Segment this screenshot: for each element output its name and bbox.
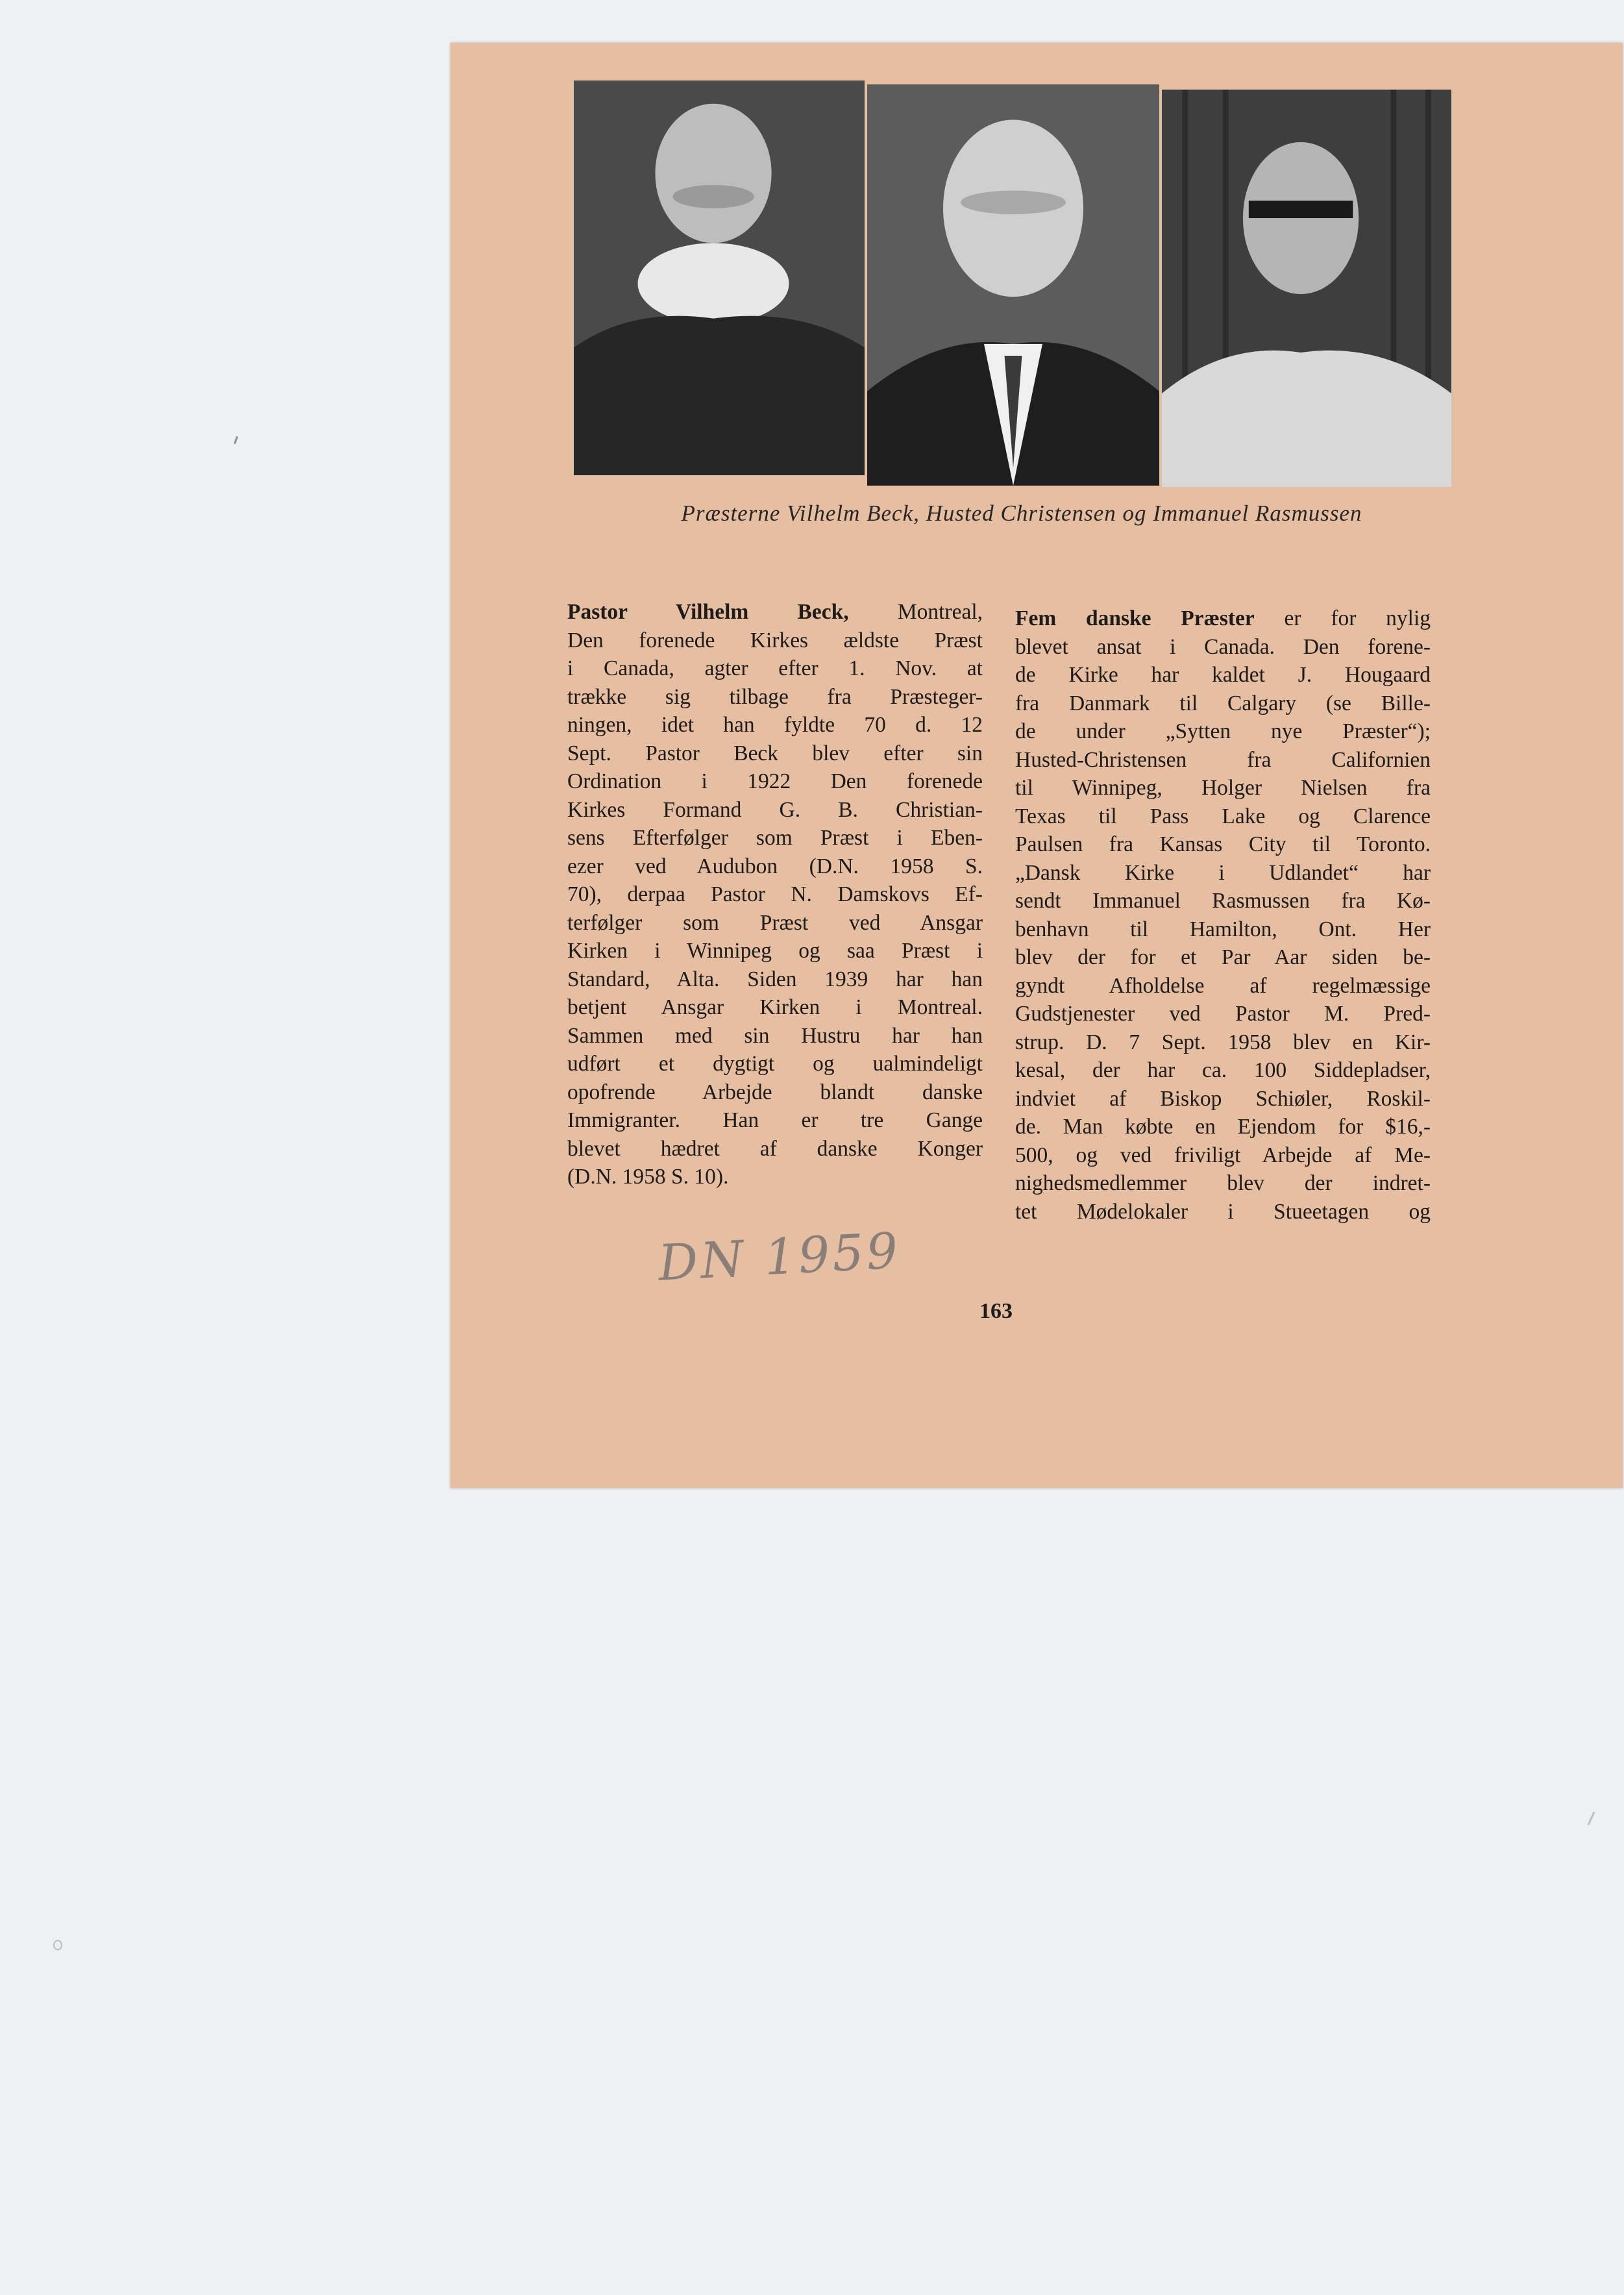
text-line: Sammen med sin Hustru har han (567, 1023, 983, 1048)
text-line: (D.N. 1958 S. 10). (567, 1165, 729, 1189)
portrait-image (867, 84, 1159, 486)
text-line: til Winnipeg, Holger Nielsen fra (1015, 776, 1431, 800)
text-line: de. Man købte en Ejendom for $16,- (1015, 1115, 1431, 1139)
article-column-left (567, 598, 983, 1191)
portrait-photo-rasmussen (1162, 90, 1451, 487)
text-line: de Kirke har kaldet J. Hougaard (1015, 663, 1431, 687)
text-line: Kirken i Winnipeg og saa Præst i (567, 939, 983, 963)
text-line: Texas til Pass Lake og Clarence (1015, 804, 1431, 828)
scan-speck (53, 1940, 62, 1950)
article-lead: Fem danske Præster (1015, 606, 1255, 630)
text-line: Den forenede Kirkes ældste Præst (567, 628, 983, 652)
text-line: Gudstjenester ved Pastor M. Pred- (1015, 1002, 1431, 1026)
article-column-right (1015, 604, 1431, 1226)
page-number: 163 (979, 1299, 1013, 1323)
text-line: tet Mødelokaler i Stueetagen og (1015, 1199, 1431, 1224)
portrait-photo-christensen (867, 84, 1159, 486)
scan-speck (1587, 1811, 1595, 1825)
text-line: Immigranter. Han er tre Gange (567, 1108, 983, 1132)
text-line: 500, og ved friviligt Arbejde af Me- (1015, 1143, 1431, 1167)
text-line: blevet ansat i Canada. Den forene- (1015, 634, 1431, 659)
text-line: ningen, idet han fyldte 70 d. 12 (567, 713, 983, 737)
text-line: Pastor Vilhelm Beck, Montreal, (567, 600, 983, 624)
text-line: sendt Immanuel Rasmussen fra Kø- (1015, 889, 1431, 913)
text-line: i Canada, agter efter 1. Nov. at (567, 656, 983, 680)
text-line: benhavn til Hamilton, Ont. Her (1015, 917, 1431, 941)
text-line: udført et dygtigt og ualmindeligt (567, 1052, 983, 1076)
text-line: indviet af Biskop Schiøler, Roskil- (1015, 1086, 1431, 1111)
handwritten-note: DN 1959 (656, 1221, 902, 1292)
text-line: Fem danske Præster er for nylig (1015, 606, 1431, 630)
text-line: strup. D. 7 Sept. 1958 blev en Kir- (1015, 1030, 1431, 1054)
text-line: kesal, der har ca. 100 Siddepladser, (1015, 1058, 1431, 1082)
scan-speck (234, 436, 238, 444)
text-line: de under „Sytten nye Præster“); (1015, 719, 1431, 743)
text-line: fra Danmark til Calgary (se Bille- (1015, 691, 1431, 715)
article-lead: Pastor Vilhelm Beck, (567, 600, 849, 624)
portrait-photo-beck (574, 81, 865, 475)
text-line: nighedsmedlemmer blev der indret- (1015, 1171, 1431, 1195)
text-line: terfølger som Præst ved Ansgar (567, 910, 983, 935)
text-line: Sept. Pastor Beck blev efter sin (567, 741, 983, 765)
text-line: ezer ved Audubon (D.N. 1958 S. (567, 854, 983, 878)
text-line: 70), derpaa Pastor N. Damskovs Ef- (567, 882, 983, 906)
text-line: blevet hædret af danske Konger (567, 1136, 983, 1161)
text-line: gyndt Afholdelse af regelmæssige (1015, 973, 1431, 998)
photo-caption: Præsterne Vilhelm Beck, Husted Christensen og Immanuel Rasmussen (681, 501, 1362, 526)
text-line: Ordination i 1922 Den forenede (567, 769, 983, 793)
text-line: blev der for et Par Aar siden be- (1015, 945, 1431, 969)
text-line: „Dansk Kirke i Udlandet“ har (1015, 860, 1431, 885)
newspaper-clipping (450, 43, 1623, 1488)
text-line: betjent Ansgar Kirken i Montreal. (567, 995, 983, 1019)
text-line: opofrende Arbejde blandt danske (567, 1080, 983, 1104)
text-line: trække sig tilbage fra Præsteger- (567, 684, 983, 709)
portrait-image (1162, 90, 1451, 487)
text-line: Kirkes Formand G. B. Christian- (567, 797, 983, 822)
text-line: sens Efterfølger som Præst i Eben- (567, 826, 983, 850)
text-line: Husted-Christensen fra Californien (1015, 747, 1431, 772)
portrait-image (574, 81, 865, 475)
text-line: Paulsen fra Kansas City til Toronto. (1015, 832, 1431, 856)
text-line: Standard, Alta. Siden 1939 har han (567, 967, 983, 991)
